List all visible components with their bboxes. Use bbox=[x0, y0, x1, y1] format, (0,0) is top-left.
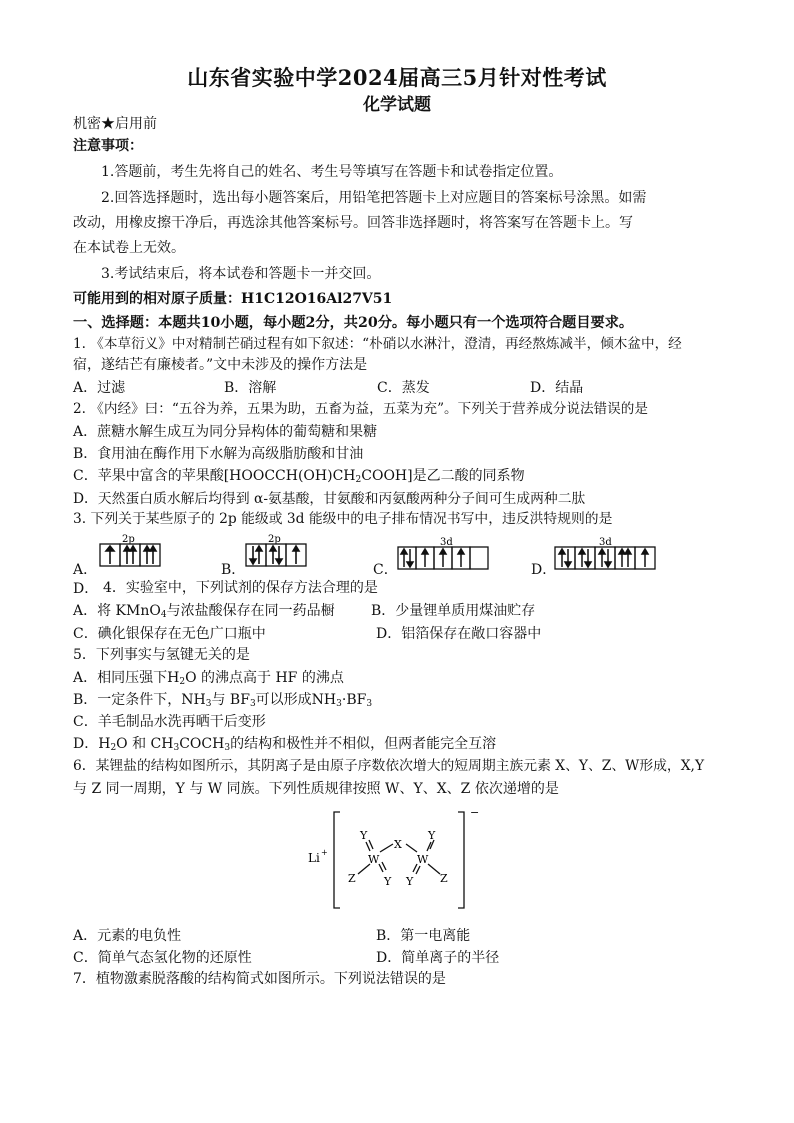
q3-label-b: B． bbox=[221, 562, 246, 578]
struct-z1: Z bbox=[348, 872, 356, 885]
orbital-label: 2p bbox=[122, 534, 135, 545]
struct-y2: Y bbox=[428, 829, 436, 842]
q2-option-d: D．天然蛋白质水解后均得到 α-氨基酸，甘氨酸和丙氨酸两种分子间可生成两种二肽 bbox=[73, 491, 586, 507]
q2-option-a: A．蔗糖水解生成互为同分异构体的葡萄糖和果糖 bbox=[73, 424, 378, 440]
struct-w2: W bbox=[417, 853, 429, 866]
q1-stem-line-1: 1. 《本草衍义》中对精制芒硝过程有如下叙述：“朴硝以水淋汁，澄清，再经熬炼减半，倾木盆中，经 bbox=[73, 336, 682, 352]
q6-option-b: B．第一电离能 bbox=[376, 928, 471, 944]
q3-orbital-d bbox=[553, 536, 657, 574]
q3-orbital-b bbox=[236, 532, 314, 574]
exam-title: 山东省实验中学2024届高三5月针对性考试 bbox=[187, 65, 607, 90]
q6-option-a: A．元素的电负性 bbox=[73, 928, 182, 944]
orbital-label: 3d bbox=[599, 537, 612, 548]
q3-label-a: A． bbox=[73, 562, 98, 578]
q3-label-c: C． bbox=[373, 562, 398, 578]
q3-orbital-a bbox=[90, 532, 168, 574]
q2-stem: 2. 《内经》曰：“五谷为养，五果为助，五畜为益，五菜为充”。下列关于营养成分说法错误的是 bbox=[73, 401, 648, 417]
q5-option-b: B．一定条件下，$NH_3$与 $BF_3$可以形成$NH_3\cdot BF_3$ bbox=[73, 692, 373, 709]
orbital-label: 2p bbox=[268, 534, 281, 545]
q4-option-a: A．将 KMnO$_4$与浓盐酸保存在同一药品橱 bbox=[73, 603, 335, 620]
notice-item-2-end: 在本试卷上无效。 bbox=[73, 240, 185, 256]
q5-option-c: C．羊毛制品水洗再晒干后变形 bbox=[73, 714, 266, 730]
notice-item-2: 2.回答选择题时，选出每小题答案后，用铅笔把答题卡上对应题目的答案标号涂黑。如需 bbox=[101, 190, 647, 206]
q4-option-d: D．铝箔保存在敞口容器中 bbox=[376, 626, 542, 642]
q6-option-d: D．简单离子的半径 bbox=[376, 950, 500, 966]
q2-option-c: C．苹果中富含的苹果酸$[HOOCCH(OH)CH_2COOH]$是乙二酸的同系物 bbox=[73, 468, 525, 485]
struct-w1: W bbox=[368, 853, 380, 866]
struct-z2: Z bbox=[440, 872, 448, 885]
atomic-masses: 可能用到的相对原子质量：H1C12O16Al27V51 bbox=[73, 291, 393, 307]
section-1-heading: 一、选择题：本题共10小题，每小题2分，共20分。每小题只有一个选项符合题目要求。 bbox=[73, 315, 634, 331]
q1-stem-line-2: 宿，遂结芒有廉棱者。”文中未涉及的操作方法是 bbox=[73, 357, 368, 373]
q7-stem: 7．植物激素脱落酸的结构简式如图所示。下列说法错误的是 bbox=[73, 971, 446, 987]
q2-option-b: B．食用油在酶作用下水解为高级脂肪酸和甘油 bbox=[73, 446, 364, 462]
q4-option-b: B．少量锂单质用煤油贮存 bbox=[371, 603, 536, 619]
struct-li-charge: + bbox=[321, 848, 328, 857]
q4-stem: 4．实验室中，下列试剂的保存方法合理的是 bbox=[103, 580, 378, 596]
exam-subtitle: 化学试题 bbox=[363, 95, 431, 115]
q1-option-d: D．结晶 bbox=[530, 380, 584, 396]
q5-option-a: A．相同压强下$H_2O$ 的沸点高于 HF 的沸点 bbox=[73, 670, 344, 687]
q6-stem-line-1: 6．某锂盐的结构如图所示，其阴离子是由原子序数依次增大的短周期主族元素 X、Y、Z、W形成，X,Y bbox=[73, 758, 705, 774]
q3-orbital-c bbox=[396, 536, 496, 574]
q3-option-d-prefix: D． bbox=[73, 581, 99, 597]
struct-y1: Y bbox=[360, 829, 368, 842]
q6-stem-line-2: 与 Z 同一周期，Y 与 W 同族。下列性质规律按照 W、Y、X、Z 依次递增的是 bbox=[73, 781, 559, 797]
struct-li: Li bbox=[308, 851, 320, 865]
notice-item-2-cont: 改动，用橡皮擦干净后，再选涂其他答案标号。回答非选择题时，将答案写在答题卡上。写 bbox=[73, 215, 633, 231]
q1-option-c: C．蒸发 bbox=[377, 380, 430, 396]
notice-item-3: 3.考试结束后，将本试卷和答题卡一并交回。 bbox=[101, 266, 381, 282]
q1-option-b: B．溶解 bbox=[224, 380, 277, 396]
notice-heading: 注意事项： bbox=[73, 138, 143, 154]
secret-label: 机密★启用前 bbox=[73, 116, 157, 132]
q4-option-c: C．碘化银保存在无色广口瓶中 bbox=[73, 626, 266, 642]
q3-stem: 3. 下列关于某些原子的 2p 能级或 3d 能级中的电子排布情况书写中，违反洪特规则的是 bbox=[73, 511, 613, 527]
struct-y4: Y bbox=[406, 875, 414, 888]
struct-charge: − bbox=[470, 806, 480, 819]
q6-option-c: C．简单气态氢化物的还原性 bbox=[73, 950, 252, 966]
q6-lithium-salt-structure bbox=[300, 806, 490, 916]
q5-stem: 5．下列事实与氢键无关的是 bbox=[73, 647, 250, 663]
struct-y3: Y bbox=[384, 875, 392, 888]
notice-item-1: 1.答题前，考生先将自己的姓名、考生号等填写在答题卡和试卷指定位置。 bbox=[101, 164, 563, 180]
struct-x: X bbox=[394, 838, 402, 851]
q5-option-d: D．$H_2O$ 和 $CH_3COCH_3$的结构和极性并不相似，但两者能完全互溶 bbox=[73, 736, 497, 753]
q1-option-a: A．过滤 bbox=[73, 380, 126, 396]
q3-label-d: D． bbox=[531, 562, 557, 578]
orbital-label: 3d bbox=[440, 537, 453, 548]
